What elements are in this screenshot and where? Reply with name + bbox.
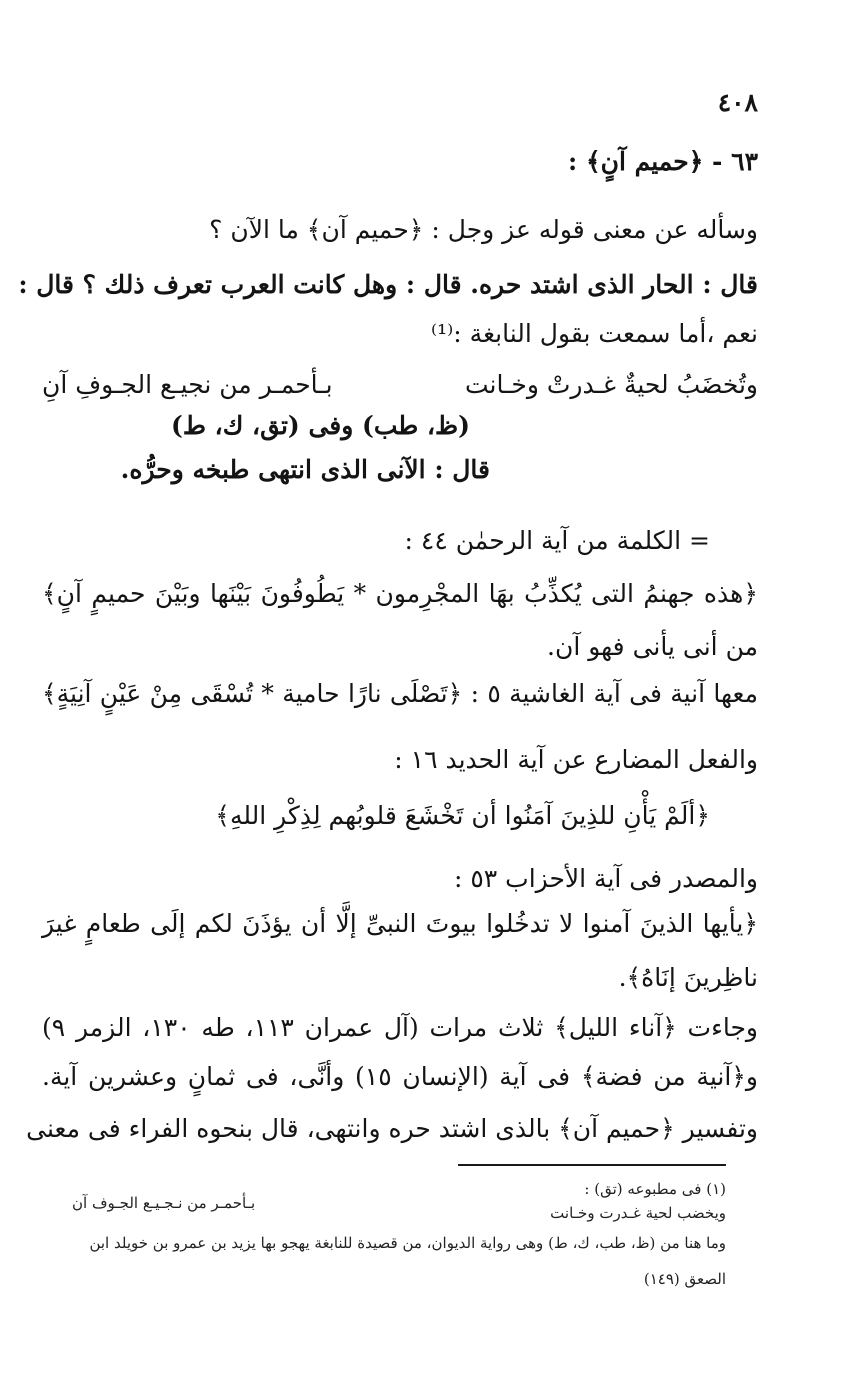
footnote-line-3: وما هنا من (ظ، طب، ك، ط) وهى رواية الديوان، من قصيدة للنابغة يهجو بها يزيد بن عمرو بن خويلد ابن [89, 1234, 726, 1252]
commentary-line-5: والفعل المضارع عن آية الحديد ١٦ : [394, 745, 758, 774]
commentary-line-1: = الكلمة من آية الرحمٰن ٤٤ : [404, 526, 710, 555]
poem-hemistich-left: بـأحمـر من نجيـع الجـوفِ آنِ [42, 370, 333, 399]
commentary-line-11: و﴿آنية من فضة﴾ فى آية (الإنسان ١٥) وأنَّى، فى ثمانٍ وعشرين آية. [42, 1062, 758, 1091]
commentary-line-4: معها آنية فى آية الغاشية ٥ : ﴿تَصْلَى نارًا حامية * تُسْقَى مِنْ عَيْنٍ آنِيَةٍ﴾ [42, 679, 758, 708]
commentary-line-2: ﴿هذه جهنمُ التى يُكذِّبُ بهَا المجْرِمون * يَطُوفُونَ بَيْنَها وبَيْنَ حميمٍ آنٍ﴾ [42, 579, 758, 608]
answer-line-1: قال : الحار الذى اشتد حره. قال : وهل كانت العرب تعرف ذلك ؟ قال : [18, 270, 758, 299]
entry-heading: ٦٣ - ﴿حميم آنٍ﴾ : [568, 147, 758, 176]
footnote-line-1: (١) فى مطبوعه (تق) : [584, 1180, 726, 1198]
poem-hemistich-right: وتُخضَبُ لحيةٌ غـدرتْ وخـانت [464, 370, 758, 399]
poem-variant-note: (ظ، طب) وفى (تق، ك، ط) [171, 411, 470, 440]
commentary-line-10: وجاءت ﴿آناء الليل﴾ ثلاث مرات (آل عمران ١١٣، طه ١٣٠، الزمر ٩) [42, 1013, 758, 1042]
footnote-line-4: الصعق (١٤٩) [643, 1270, 726, 1288]
footnote-verse-left: بـأحمـر من نـجـيـع الجـوف آن [72, 1194, 256, 1212]
commentary-line-3: من أنى يأنى فهو آن. [547, 632, 758, 661]
commentary-line-9: ناظِرينَ إنَاهُ﴾. [618, 963, 758, 992]
commentary-line-12: وتفسير ﴿حميم آن﴾ بالذى اشتد حره وانتهى، قال بنحوه الفراء فى معنى [26, 1114, 758, 1143]
commentary-line-6: ﴿ألَمْ يَأْنِ للذِينَ آمَنُوا أن تَخْشَعَ قلوبُهم لِذِكْرِ اللهِ﴾ [215, 801, 710, 830]
commentary-line-7: والمصدر فى آية الأحزاب ٥٣ : [453, 864, 758, 893]
commentary-line-8: ﴿يأيها الذينَ آمنوا لا تدخُلوا بيوتَ النبىِّ إلَّا أن يؤذَنَ لكم إلَى طعامٍ غيرَ [42, 909, 758, 938]
footnote-separator [458, 1164, 726, 1166]
answer-line-3: قال : الآنى الذى انتهى طبخه وحرُّه. [120, 455, 490, 484]
question-line: وسأله عن معنى قوله عز وجل : ﴿حميم آن﴾ ما الآن ؟ [209, 215, 758, 244]
page-number: ٤٠٨ [717, 88, 758, 117]
footnote-verse-right: ويخضب لحية غـدرت وخـانت [550, 1204, 726, 1222]
answer-line-2: نعم ،أما سمعت بقول النابغة :⁽¹⁾ [431, 319, 758, 348]
